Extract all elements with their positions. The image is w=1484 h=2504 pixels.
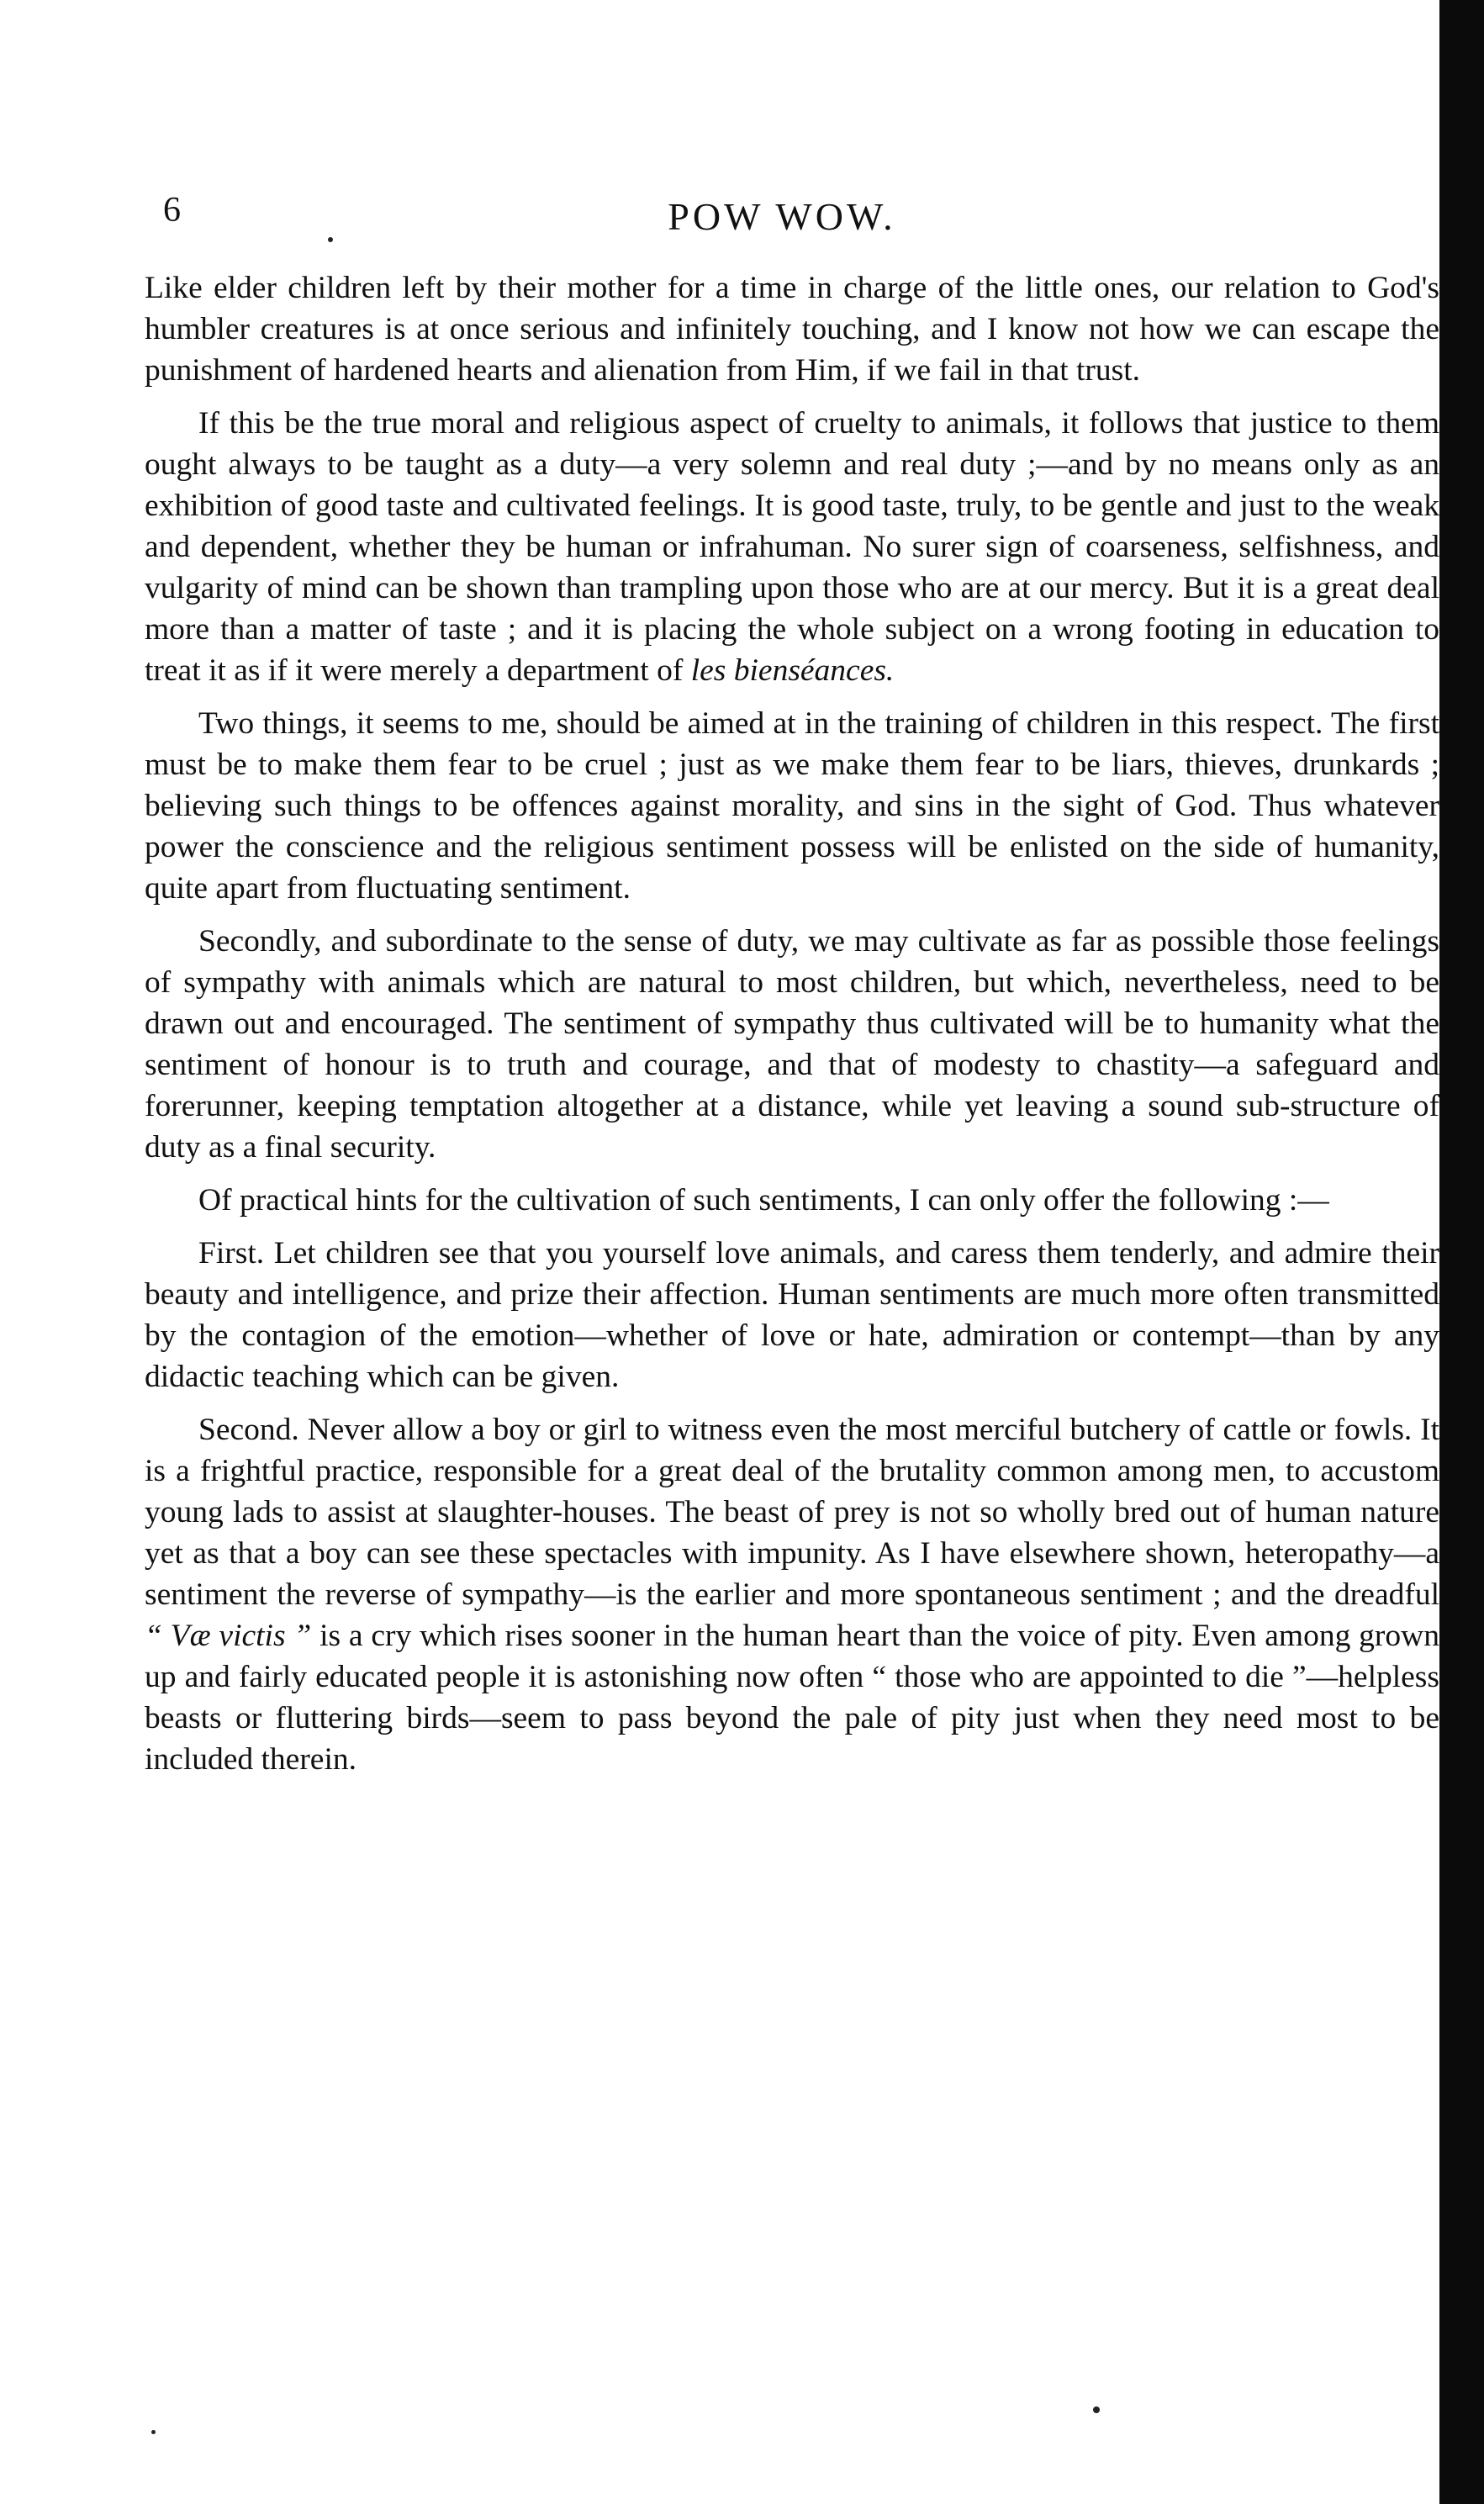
paragraph-6 — [145, 1233, 1439, 1397]
page-header — [126, 185, 1438, 252]
scan-edge-shadow — [1439, 0, 1484, 2504]
paragraph-7 — [145, 1409, 1439, 1780]
paragraph-2 — [145, 403, 1439, 691]
paragraph-7-italic: “ Væ victis ” — [145, 1619, 312, 1653]
paragraph-3 — [145, 703, 1439, 909]
paragraph-3-text: Two things, it seems to me, should be aimed at in the training of children in this respect. The first must be to make them fear to be cruel ; just as we make them fear to be liars, thieves, drunkards ; believing such things to be offences against morality, and sins in the sight of God. Thus whatever power the conscience and the religious sentiment possess will be enlisted on the side of humanity, quite apart from fluctuating sentiment. — [145, 706, 1439, 906]
ink-speck — [151, 2430, 156, 2434]
ink-speck — [328, 237, 333, 242]
paragraph-1 — [145, 267, 1439, 391]
paragraph-7-text-after: is a cry which rises sooner in the human heart than the voice of pity. Even among grown up and fairly educated people it is astonishing now often “ those who are appointed to die ”—helpless beasts or fluttering birds—seem to pass beyond the pale of pity just when they need most to be included therein. — [145, 1619, 1439, 1777]
paragraph-2-italic: les bienséances. — [690, 653, 895, 688]
running-head: POW WOW. — [668, 195, 896, 238]
ink-speck — [1093, 2406, 1100, 2413]
paragraph-5 — [145, 1180, 1439, 1221]
paragraph-4-text: Secondly, and subordinate to the sense of duty, we may cultivate as far as possible those feelings of sympathy with animals which are natural to most children, but which, nevertheless, need to be drawn out and encouraged. The sentiment of sympathy thus cultivated will be to humanity what the sentiment of honour is to truth and courage, and that of modesty to chastity—a safeguard and forerunner, keeping temptation altogether at a distance, while yet leaving a sound sub-structure of duty as a final security. — [145, 924, 1439, 1165]
paragraph-6-text: First. Let children see that you yourself love animals, and caress them tenderly, and admire their beauty and intelligence, and prize their affection. Human sentiments are much more often transmitted by the contagion of the emotion—whether of love or hate, admiration or contempt—than by any didactic teaching which can be given. — [145, 1236, 1439, 1394]
page-number: 6 — [163, 191, 181, 230]
paragraph-5-text: Of practical hints for the cultivation of such sentiments, I can only offer the following :— — [198, 1183, 1329, 1218]
paragraph-2-text: If this be the true moral and religious aspect of cruelty to animals, it follows that justice to them ought always to be taught as a duty—a very solemn and real duty ;—and by no means only as an exhibition of good taste and cultivated feelings. It is good taste, truly, to be gentle and just to the weak and dependent, whether they be human or infrahuman. No surer sign of coarseness, selfishness, and vulgarity of mind can be shown than trampling upon those who are at our mercy. But it is a great deal more than a matter of taste ; and it is placing the whole subject on a wrong footing in education to treat it as if it were merely a department of — [145, 406, 1439, 688]
body-text — [145, 267, 1439, 1792]
paragraph-4 — [145, 921, 1439, 1168]
paragraph-7-text: Second. Never allow a boy or girl to witness even the most merciful butchery of cattle or fowls. It is a frightful practice, responsible for a great deal of the brutality common among men, to accustom young lads to assist at slaughter-houses. The beast of prey is not so wholly bred out of human nature yet as that a boy can see these spectacles with impunity. As I have elsewhere shown, heteropathy—a sentiment the reverse of sympathy—is the earlier and more spontaneous sentiment ; and the dreadful — [145, 1413, 1439, 1612]
paragraph-1-text: Like elder children left by their mother for a time in charge of the little ones, our relation to God's humbler creatures is at once serious and infinitely touching, and I know not how we can escape the punishment of hardened hearts and alienation from Him, if we fail in that trust. — [145, 271, 1439, 388]
